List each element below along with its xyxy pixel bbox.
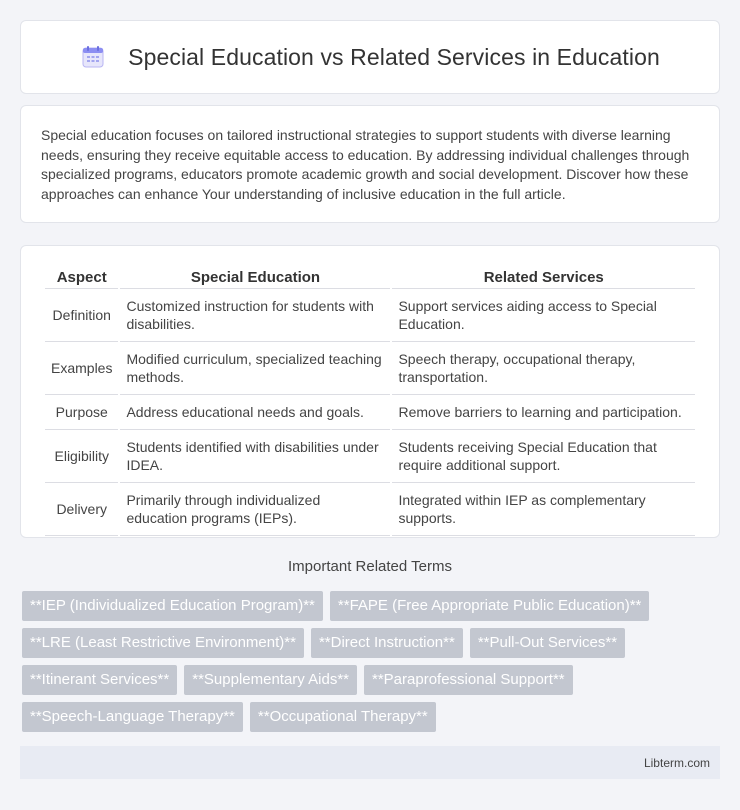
related-term-tag[interactable]: **Supplementary Aids** — [184, 665, 357, 695]
row-special-education: Customized instruction for students with disabilities. — [120, 289, 390, 342]
comparison-table — [43, 266, 697, 536]
row-related-services: Students receiving Special Education that require additional support. — [392, 430, 695, 483]
row-special-education: Modified curriculum, specialized teaching methods. — [120, 342, 390, 395]
calendar-icon — [80, 44, 106, 70]
column-header-special-education: Special Education — [120, 266, 390, 289]
header-card — [20, 20, 720, 94]
column-header-aspect: Aspect — [45, 266, 118, 289]
comparison-table-card — [20, 245, 720, 538]
intro-card — [20, 105, 720, 223]
row-related-services: Speech therapy, occupational therapy, transportation. — [392, 342, 695, 395]
related-term-tag[interactable]: **Speech-Language Therapy** — [22, 702, 243, 732]
related-term-tag[interactable]: **Direct Instruction** — [311, 628, 463, 658]
related-term-tag[interactable]: **Pull-Out Services** — [470, 628, 625, 658]
row-aspect: Purpose — [45, 395, 118, 430]
table-row — [45, 483, 695, 536]
related-term-tag[interactable]: **Itinerant Services** — [22, 665, 177, 695]
row-aspect: Delivery — [45, 483, 118, 536]
table-row — [45, 342, 695, 395]
related-terms-list — [22, 591, 722, 732]
footer-site-link[interactable]: Libterm.com — [643, 755, 710, 770]
intro-text: Special education focuses on tailored instructional strategies to support students with diverse learning needs, ensuring they receive equitable access to education. By addressing individual challenges through specialized programs, educators promote academic growth and social development. Discover how these approaches can enhance Your understanding of inclusive education in the full article. — [41, 127, 690, 202]
row-special-education: Primarily through individualized education programs (IEPs). — [120, 483, 390, 536]
row-special-education: Students identified with disabilities under IDEA. — [120, 430, 390, 483]
related-terms-heading: Important Related Terms — [288, 558, 452, 575]
related-term-tag[interactable]: **Paraprofessional Support** — [364, 665, 573, 695]
table-row — [45, 395, 695, 430]
table-row — [45, 430, 695, 483]
page-title: Special Education vs Related Services in Education — [128, 43, 660, 70]
footer — [20, 746, 720, 779]
row-aspect: Definition — [45, 289, 118, 342]
row-aspect: Eligibility — [45, 430, 118, 483]
related-term-tag[interactable]: **Occupational Therapy** — [250, 702, 436, 732]
row-special-education: Address educational needs and goals. — [120, 395, 390, 430]
related-term-tag[interactable]: **FAPE (Free Appropriate Public Education)** — [330, 591, 650, 621]
row-related-services: Support services aiding access to Special Education. — [392, 289, 695, 342]
row-aspect: Examples — [45, 342, 118, 395]
column-header-related-services: Related Services — [392, 266, 695, 289]
related-term-tag[interactable]: **LRE (Least Restrictive Environment)** — [22, 628, 304, 658]
table-header-row — [45, 266, 695, 289]
related-term-tag[interactable]: **IEP (Individualized Education Program)** — [22, 591, 323, 621]
row-related-services: Remove barriers to learning and participation. — [392, 395, 695, 430]
row-related-services: Integrated within IEP as complementary supports. — [392, 483, 695, 536]
table-row — [45, 289, 695, 342]
